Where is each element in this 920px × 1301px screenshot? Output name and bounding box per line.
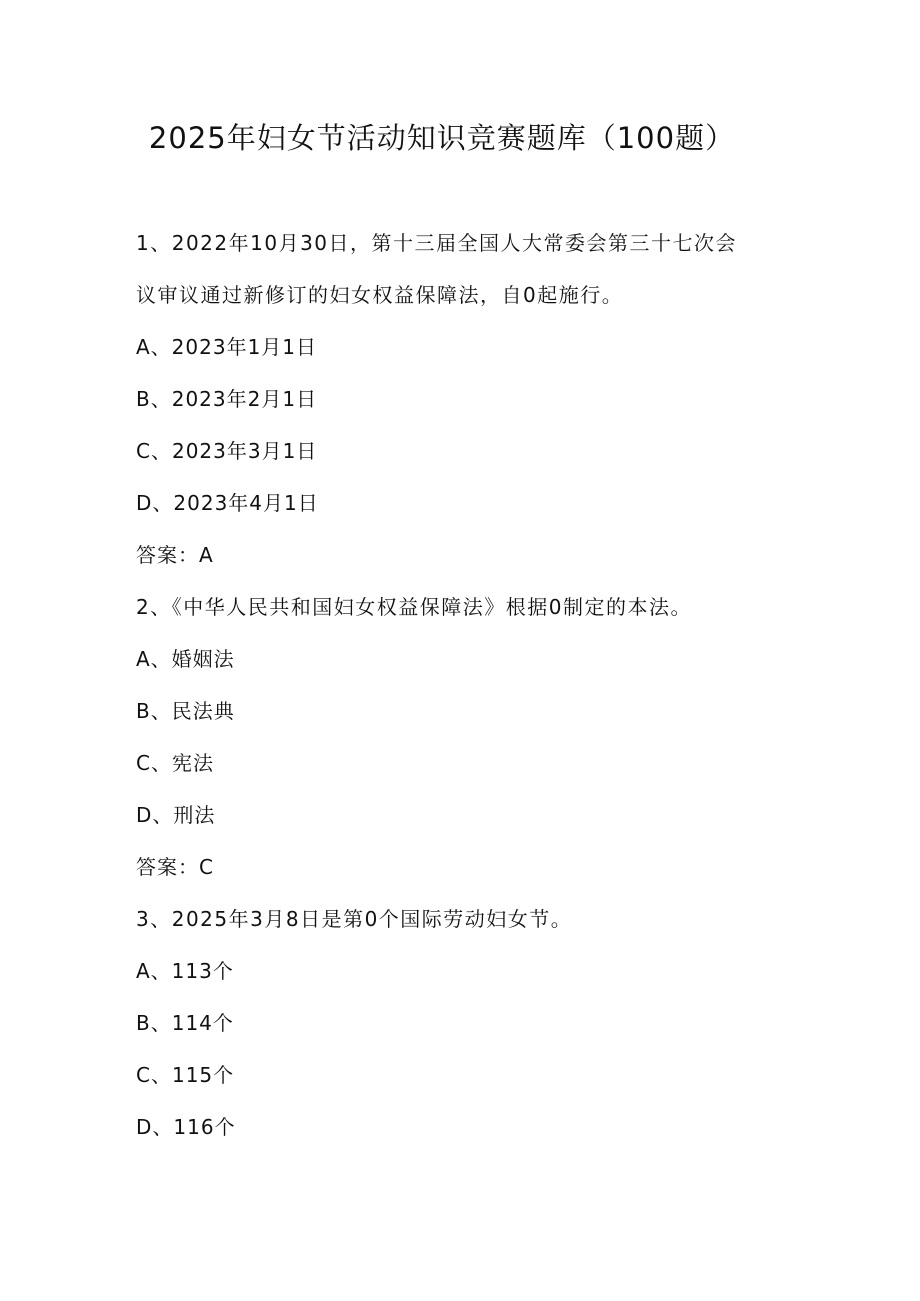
question-2 — [136, 581, 776, 893]
question-1 — [136, 217, 776, 581]
option-d: D、116个 — [136, 1115, 236, 1139]
document-title: 2025年妇女节活动知识竞赛题库（100题） — [148, 121, 736, 155]
option-b: B、民法典 — [136, 699, 235, 723]
option-a: A、婚姻法 — [136, 647, 235, 671]
option-d: D、2023年4月1日 — [136, 491, 319, 515]
question-stem-line: 3、2025年3月8日是第0个国际劳动妇女节。 — [136, 907, 573, 931]
question-stem-line: 1、2022年10月30日，第十三届全国人大常委会第三十七次会 — [136, 231, 738, 255]
option-c: C、115个 — [136, 1063, 235, 1087]
answer-line: 答案：A — [136, 543, 214, 567]
option-b: B、114个 — [136, 1011, 234, 1035]
question-stem-line: 议审议通过新修订的妇女权益保障法，自0起施行。 — [136, 283, 624, 307]
question-stem-line: 2、《中华人民共和国妇女权益保障法》根据0制定的本法。 — [136, 595, 692, 619]
option-d: D、刑法 — [136, 803, 216, 827]
option-a: A、113个 — [136, 959, 234, 983]
answer-line: 答案：C — [136, 855, 214, 879]
question-list — [136, 217, 776, 1153]
question-3 — [136, 893, 776, 1153]
option-b: B、2023年2月1日 — [136, 387, 318, 411]
option-a: A、2023年1月1日 — [136, 335, 318, 359]
option-c: C、2023年3月1日 — [136, 439, 318, 463]
option-c: C、宪法 — [136, 751, 214, 775]
